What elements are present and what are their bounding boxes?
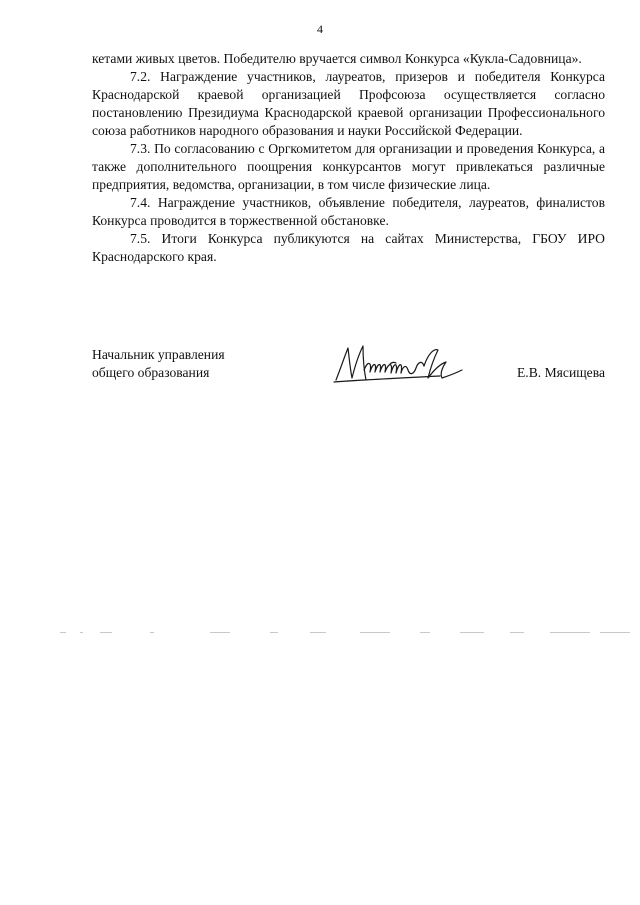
page-number: 4 xyxy=(317,22,323,36)
handwritten-signature xyxy=(330,340,470,386)
paragraph-7-5: 7.5. Итоги Конкурса публикуются на сайтах Министерства, ГБОУ ИРО Краснодарского края. xyxy=(92,231,605,264)
signature-block xyxy=(92,346,605,406)
paragraph-7-3: 7.3. По согласованию с Оргкомитетом для организации и проведения Конкурса, а также дополнительного поощрения конкурсантов могут привлекаться различные предприятия, ведомства, организации, в том числе физические лица. xyxy=(92,141,605,192)
signatory-position-line2: общего образования xyxy=(92,365,210,380)
signatory-name: Е.В. Мясищева xyxy=(517,365,605,380)
signatory-position-line1: Начальник управления xyxy=(92,347,225,362)
document-body xyxy=(92,50,605,266)
signatory-position xyxy=(92,346,225,382)
paragraph-7-1-continuation: кетами живых цветов. Победителю вручается символ Конкурса «Кукла-Садовница». xyxy=(92,51,582,66)
paragraph-7-4: 7.4. Награждение участников, объявление победителя, лауреатов, финалистов Конкурса проводится в торжественной обстановке. xyxy=(92,195,605,228)
paragraph-7-2: 7.2. Награждение участников, лауреатов, призеров и победителя Конкурса Краснодарской краевой организацией Профсоюза осуществляется согласно постановлению Президиума Краснодарской краевой организации Профессионального союза работников народного образования и науки Российской Федерации. xyxy=(92,69,605,138)
scan-artifact-line xyxy=(60,631,640,635)
